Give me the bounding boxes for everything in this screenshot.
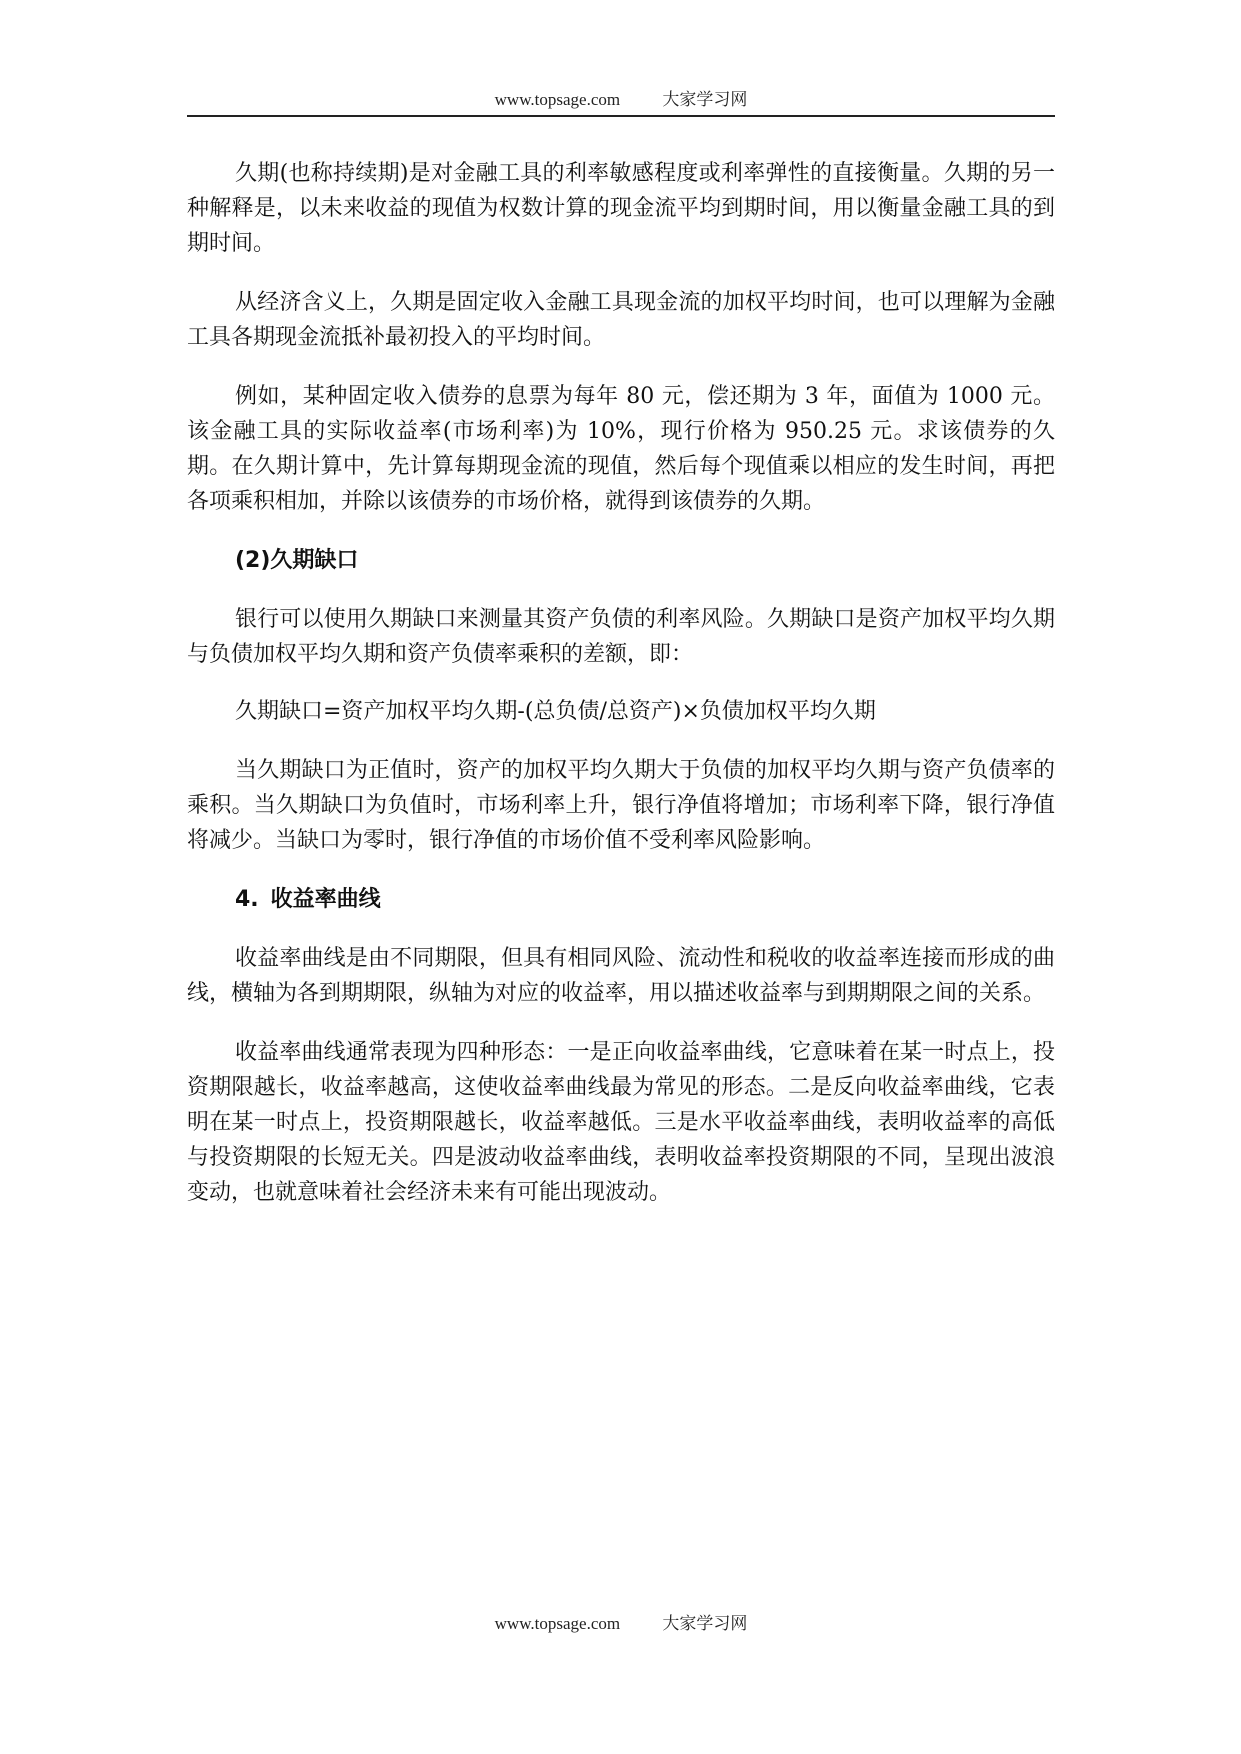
header-site-name: 大家学习网 [662,90,748,109]
document-body [187,156,1055,1234]
formula-duration-gap: 久期缺口=资产加权平均久期-(总负债/总资产)×负债加权平均久期 [235,699,876,724]
footer-site-name: 大家学习网 [662,1614,748,1633]
paragraph-yield-curve-definition: 收益率曲线是由不同期限，但具有相同风险、流动性和税收的收益率连接而形成的曲线，横轴为各到期期限，纵轴为对应的收益率，用以描述收益率与到期期限之间的关系。 [187,946,1055,1006]
heading-yield-curve [187,882,1055,917]
footer-site-url: www.topsage.com [494,1614,621,1633]
header-divider [187,115,1055,117]
header-site-url: www.topsage.com [494,90,621,109]
paragraph-duration-gap-definition: 银行可以使用久期缺口来测量其资产负债的利率风险。久期缺口是资产加权平均久期与负债加权平均久期和资产负债率乘积的差额，即： [187,607,1055,667]
paragraph-yield-curve-shapes: 收益率曲线通常表现为四种形态：一是正向收益率曲线，它意味着在某一时点上，投资期限越长，收益率越高，这使收益率曲线最为常见的形态。二是反向收益率曲线，它表明在某一时点上，投资期限越长，收益率越低。三是水平收益率曲线，表明收益率的高低与投资期限的长短无关。四是波动收益率曲线，表明收益率投资期限的不同，呈现出波浪变动，也就意味着社会经济未来有可能出现波动。 [187,1040,1055,1205]
page-footer [187,1612,1055,1640]
heading-yield-curve-title: 收益率曲线 [270,887,381,912]
paragraph-duration-example: 例如，某种固定收入债券的息票为每年 80 元，偿还期为 3 年，面值为 1000 元。该金融工具的实际收益率(市场利率)为 10%，现行价格为 950.25 元。求该债券的久期。在久期计算中，先计算每期现金流的现值，然后每个现值乘以相应的发生时间，再把各项乘积相加，并除以该债券的市场价格，就得到该债券的久期。 [187,384,1055,514]
page-header [187,88,1055,116]
paragraph-duration-gap-effects: 当久期缺口为正值时，资产的加权平均久期大于负债的加权平均久期与资产负债率的乘积。当久期缺口为负值时，市场利率上升，银行净值将增加；市场利率下降，银行净值将减少。当缺口为零时，银行净值的市场价值不受利率风险影响。 [187,758,1055,853]
paragraph-duration-economic: 从经济含义上，久期是固定收入金融工具现金流的加权平均时间，也可以理解为金融工具各期现金流抵补最初投入的平均时间。 [187,290,1055,350]
heading-duration-gap: (2)久期缺口 [235,548,359,573]
heading-yield-curve-number: 4. [235,887,259,912]
paragraph-duration-definition: 久期(也称持续期)是对金融工具的利率敏感程度或利率弹性的直接衡量。久期的另一种解释是，以未来收益的现值为权数计算的现金流平均到期时间，用以衡量金融工具的到期时间。 [187,161,1055,256]
